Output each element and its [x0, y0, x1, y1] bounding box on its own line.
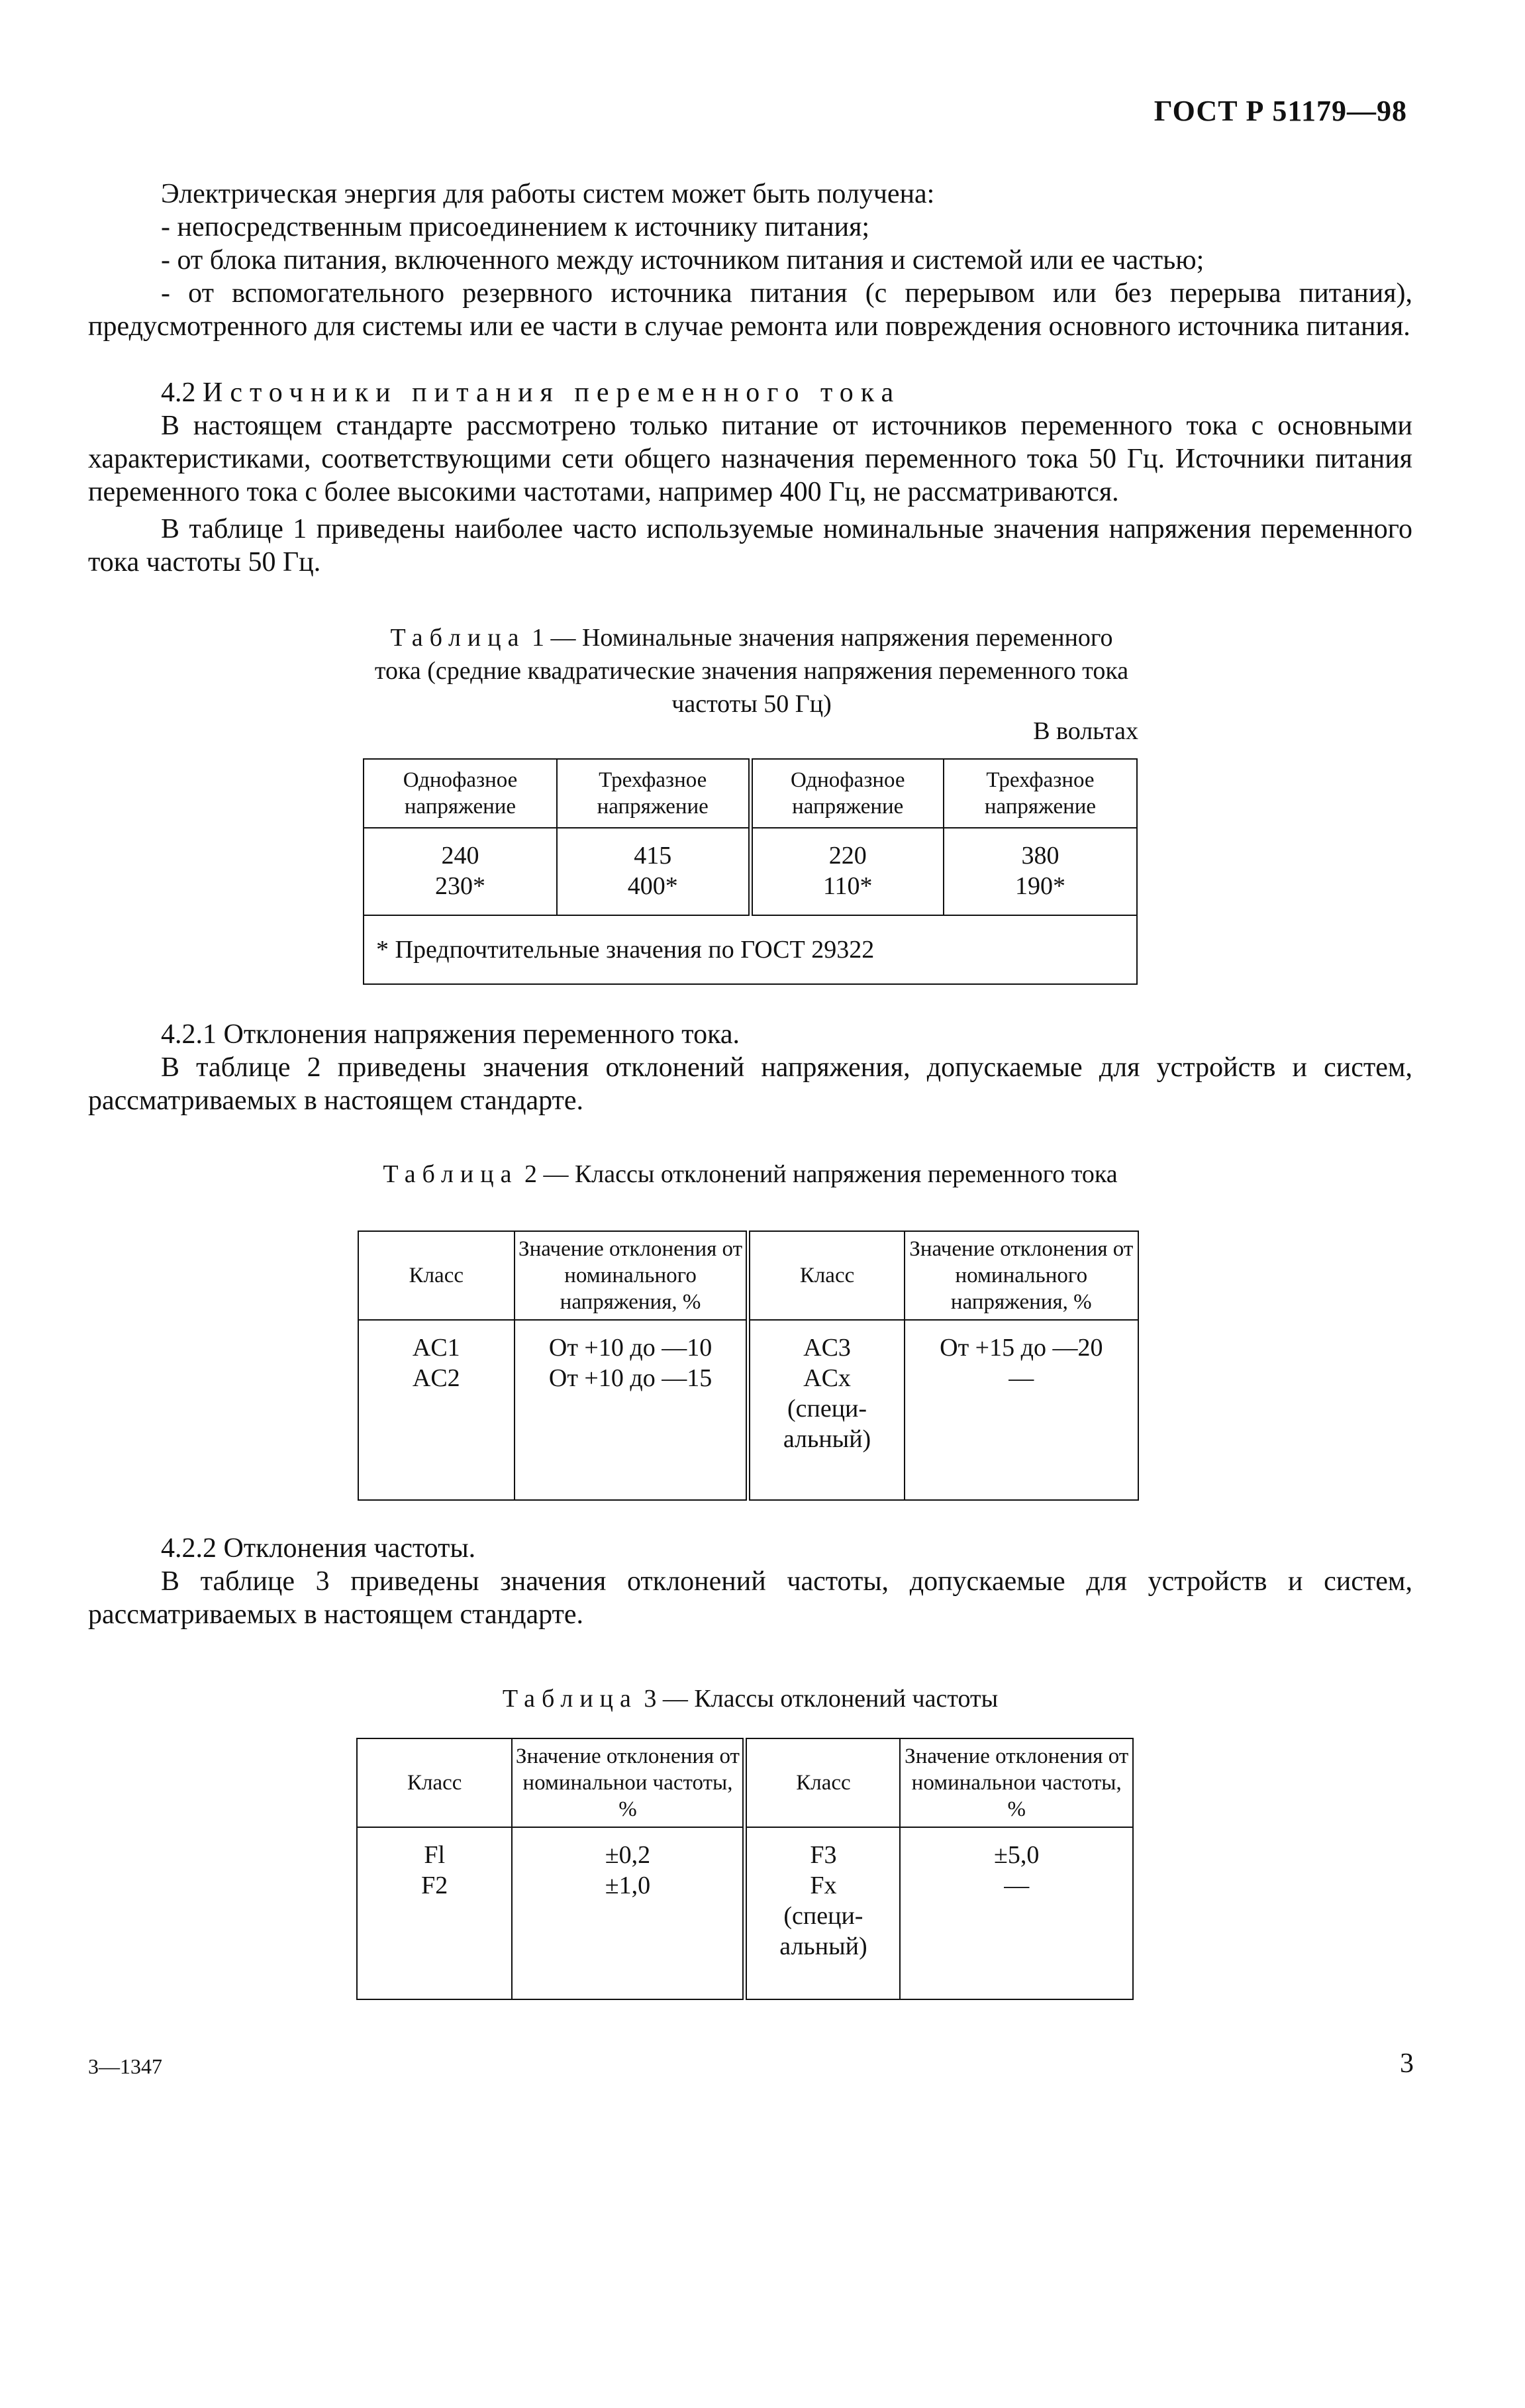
cell-value: (специ- [783, 1902, 863, 1930]
cell-value: 240 [441, 842, 479, 870]
table-cell [512, 1827, 745, 1999]
table-header-cell: Значение отклонения от номинальнои частоты, % [900, 1738, 1133, 1827]
document-code: ГОСТ Р 51179—98 [1154, 95, 1407, 127]
units-label: В вольтах [1033, 717, 1138, 745]
cell-value: От +10 до —15 [548, 1364, 713, 1392]
section-title: Источники питания переменного тока [203, 377, 901, 408]
cell-value: Fl [424, 1841, 446, 1869]
table-header-cell: Значение отклонения от номинального напряжения, % [515, 1231, 748, 1320]
caption-text: — Номинальные значения напряжения переменного тока (средние квадратические значения напряжения переменного тока частоты 50 Гц) [374, 624, 1129, 718]
cell-value: 400* [627, 872, 678, 900]
intro-line: Электрическая энергия для работы систем может быть получена: [161, 179, 935, 209]
caption-text: — Классы отклонений частоты [662, 1685, 999, 1713]
table1-caption [371, 621, 1132, 721]
cell-value: — [1004, 1872, 1030, 1899]
page-number: 3 [1400, 2048, 1414, 2079]
table3-caption [363, 1682, 1138, 1715]
cell-value: ACx [803, 1364, 851, 1392]
table-header-cell: Класс [358, 1231, 515, 1320]
intro-bullet-3: - от вспомогательного резервного источника питания (с перерывом или без перерыва питания), предусмотренного для системы или ее части в случае ремонта или повреждения основного источника питания. [88, 278, 1412, 342]
table1 [363, 758, 1138, 985]
table-cell [515, 1320, 748, 1500]
table-header-cell: Значение отклонения от номинальнои частоты, % [512, 1738, 745, 1827]
caption-number: 2 [524, 1160, 537, 1188]
section-4-2-1 [88, 1018, 1412, 1117]
table-header-cell: Значение отклонения от номинального напряжения, % [905, 1231, 1138, 1320]
intro-bullet-2: - от блока питания, включенного между источником питания и системой или ее частью; [161, 245, 1205, 276]
table-row [357, 1827, 1133, 1999]
intro-bullet-1: - непосредственным присоединением к источнику питания; [161, 212, 870, 242]
table-cell [358, 1320, 515, 1500]
table-cell [905, 1320, 1138, 1500]
table-cell [745, 1827, 900, 1999]
cell-value: альный) [783, 1425, 871, 1453]
cell-value: F2 [421, 1872, 448, 1899]
section-4-2 [88, 376, 1412, 579]
cell-value: 230* [435, 872, 485, 900]
section-number: 4.2 [161, 377, 196, 408]
table-header-cell: Трехфазное напряжение [944, 759, 1137, 828]
intro-block [88, 177, 1412, 343]
table-header-cell: Класс [745, 1738, 900, 1827]
cell-value: ±0,2 [605, 1841, 651, 1869]
cell-value: (специ- [787, 1395, 867, 1423]
cell-value: — [1008, 1364, 1034, 1392]
cell-value: ±1,0 [605, 1872, 651, 1899]
cell-value: AC1 [412, 1334, 460, 1362]
table-note-row [364, 915, 1137, 984]
cell-value: ±5,0 [994, 1841, 1040, 1869]
table-cell [748, 1320, 905, 1500]
table-header-row [364, 759, 1137, 828]
table-cell [900, 1827, 1133, 1999]
subsection-heading: 4.2.2 Отклонения частоты. [161, 1533, 476, 1564]
table-header-row [358, 1231, 1138, 1320]
table-cell [357, 1827, 512, 1999]
table-cell [944, 828, 1137, 915]
cell-value: AC3 [803, 1334, 851, 1362]
section-paragraph-2: В таблице 1 приведены наиболее часто используемые номинальные значения напряжения переменного тока частоты 50 Гц. [88, 514, 1412, 577]
table-footnote: * Предпочтительные значения по ГОСТ 29322 [364, 915, 1137, 984]
cell-value: F3 [810, 1841, 837, 1869]
table-cell [557, 828, 750, 915]
table-cell [750, 828, 944, 915]
table-row [358, 1320, 1138, 1500]
cell-value: 380 [1021, 842, 1059, 870]
table2-caption [363, 1158, 1138, 1191]
caption-word: Таблица [502, 1685, 638, 1713]
cell-value: 110* [822, 872, 873, 900]
table3 [356, 1738, 1134, 2000]
caption-word: Таблица [390, 624, 526, 652]
table2 [358, 1230, 1139, 1501]
section-heading [88, 376, 1412, 409]
subsection-heading: 4.2.1 Отклонения напряжения переменного тока. [161, 1019, 740, 1050]
cell-value: 415 [634, 842, 672, 870]
cell-value: От +10 до —10 [548, 1334, 713, 1362]
cell-value: 220 [828, 842, 867, 870]
table-header-cell: Однофазное напряжение [364, 759, 557, 828]
table-row [364, 828, 1137, 915]
section-paragraph-1: В настоящем стандарте рассмотрено только питание от источников переменного тока с основными характеристиками, соответствующими сети общего назначения переменного тока 50 Гц. Источники питания переменного тока с более высокими частотами, например 400 Гц, не рассматриваются. [88, 411, 1412, 507]
cell-value: AC2 [412, 1364, 460, 1392]
cell-value: альный) [779, 1932, 867, 1960]
cell-value: 190* [1015, 872, 1065, 900]
table-header-cell: Однофазное напряжение [750, 759, 944, 828]
subsection-paragraph: В таблице 2 приведены значения отклонений напряжения, допускаемые для устройств и систем, рассматриваемых в настоящем стандарте. [88, 1052, 1412, 1116]
cell-value: Fx [810, 1872, 837, 1899]
caption-word: Таблица [383, 1160, 518, 1188]
cell-value: От +15 до —20 [940, 1334, 1103, 1362]
subsection-paragraph: В таблице 3 приведены значения отклонений частоты, допускаемые для устройств и систем, рассматриваемых в настоящем стандарте. [88, 1566, 1412, 1630]
caption-number: 3 [644, 1685, 657, 1713]
caption-number: 1 [531, 624, 544, 652]
table-header-cell: Трехфазное напряжение [557, 759, 750, 828]
table-cell [364, 828, 557, 915]
table-header-cell: Класс [748, 1231, 905, 1320]
section-4-2-2 [88, 1532, 1412, 1631]
table-header-cell: Класс [357, 1738, 512, 1827]
table-header-row [357, 1738, 1133, 1827]
caption-text: — Классы отклонений напряжения переменного тока [543, 1160, 1118, 1188]
footer-print-code: 3—1347 [88, 2054, 162, 2078]
